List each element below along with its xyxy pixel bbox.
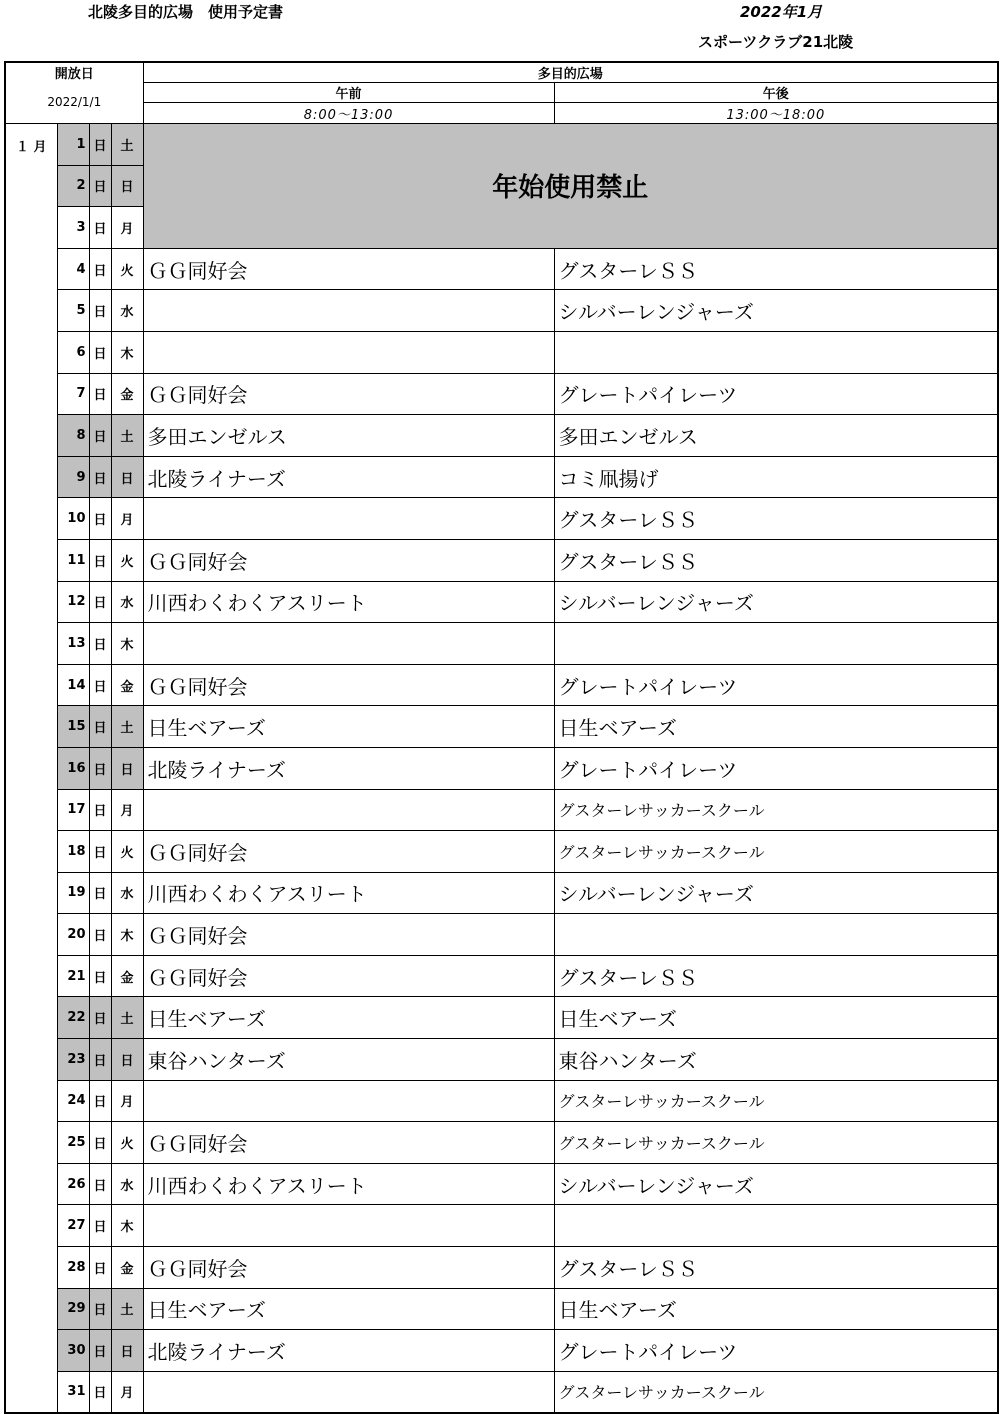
- open-day-header: [5, 62, 143, 124]
- day-suffix: 日: [89, 331, 111, 373]
- schedule-row: [5, 456, 998, 498]
- am-booking: 川西わくわくアスリート: [143, 581, 554, 623]
- day-number: 12: [57, 581, 89, 623]
- weekday: 土: [111, 1288, 143, 1330]
- day-number: 22: [57, 997, 89, 1039]
- am-booking: 北陵ライナーズ: [143, 456, 554, 498]
- open-day-date: 2022/1/1: [47, 95, 102, 109]
- weekday: 月: [111, 789, 143, 831]
- day-number: 10: [57, 498, 89, 540]
- weekday: 金: [111, 664, 143, 706]
- weekday: 日: [111, 1330, 143, 1372]
- pm-booking: 日生ベアーズ: [554, 997, 998, 1039]
- am-booking: 東谷ハンターズ: [143, 1039, 554, 1081]
- day-number: 14: [57, 664, 89, 706]
- pm-booking: グスターレＳＳ: [554, 1247, 998, 1289]
- day-suffix: 日: [89, 1039, 111, 1081]
- pm-booking: シルバーレンジャーズ: [554, 581, 998, 623]
- schedule-row: [5, 1039, 998, 1081]
- day-number: 11: [57, 539, 89, 581]
- day-number: 3: [57, 207, 89, 249]
- pm-booking: コミ凧揚げ: [554, 456, 998, 498]
- day-suffix: 日: [89, 456, 111, 498]
- schedule-row: [5, 664, 998, 706]
- weekday: 火: [111, 1122, 143, 1164]
- document-date: 2022年1月: [740, 3, 823, 21]
- day-number: 8: [57, 415, 89, 457]
- weekday: 日: [111, 1039, 143, 1081]
- schedule-row: [5, 124, 998, 166]
- day-suffix: 日: [89, 373, 111, 415]
- day-suffix: 日: [89, 706, 111, 748]
- pm-time: 13:00～18:00: [554, 103, 998, 124]
- day-number: 21: [57, 955, 89, 997]
- schedule-row: [5, 331, 998, 373]
- schedule-row: [5, 415, 998, 457]
- schedule-row: [5, 373, 998, 415]
- schedule-row: [5, 831, 998, 873]
- open-day-label: 開放日: [54, 67, 94, 82]
- schedule-row: [5, 1122, 998, 1164]
- weekday: 月: [111, 207, 143, 249]
- day-number: 30: [57, 1330, 89, 1372]
- pm-booking: 日生ベアーズ: [554, 706, 998, 748]
- day-suffix: 日: [89, 955, 111, 997]
- pm-booking: 東谷ハンターズ: [554, 1039, 998, 1081]
- am-booking: 日生ベアーズ: [143, 1288, 554, 1330]
- day-suffix: 日: [89, 664, 111, 706]
- weekday: 金: [111, 955, 143, 997]
- day-number: 15: [57, 706, 89, 748]
- weekday: 土: [111, 415, 143, 457]
- schedule-row: [5, 706, 998, 748]
- weekday: 月: [111, 1080, 143, 1122]
- am-booking: ＧＧ同好会: [143, 1247, 554, 1289]
- day-suffix: 日: [89, 872, 111, 914]
- document-title: 北陵多目的広場 使用予定書: [88, 3, 284, 21]
- pm-booking: グスターレＳＳ: [554, 248, 998, 290]
- weekday: 火: [111, 248, 143, 290]
- weekday: 日: [111, 456, 143, 498]
- schedule-row: [5, 623, 998, 665]
- pm-booking: グスターレサッカースクール: [554, 1122, 998, 1164]
- schedule-row: [5, 581, 998, 623]
- day-suffix: 日: [89, 789, 111, 831]
- am-booking: [143, 1080, 554, 1122]
- pm-booking: グスターレＳＳ: [554, 955, 998, 997]
- day-number: 23: [57, 1039, 89, 1081]
- am-booking: [143, 623, 554, 665]
- day-number: 4: [57, 248, 89, 290]
- am-booking: ＧＧ同好会: [143, 248, 554, 290]
- day-number: 9: [57, 456, 89, 498]
- am-booking: 多田エンゼルス: [143, 415, 554, 457]
- pm-booking: グスターレＳＳ: [554, 498, 998, 540]
- day-suffix: 日: [89, 207, 111, 249]
- schedule-row: [5, 498, 998, 540]
- schedule-row: [5, 539, 998, 581]
- schedule-row: [5, 789, 998, 831]
- am-booking: ＧＧ同好会: [143, 831, 554, 873]
- pm-booking: シルバーレンジャーズ: [554, 290, 998, 332]
- am-booking: ＧＧ同好会: [143, 539, 554, 581]
- day-suffix: 日: [89, 539, 111, 581]
- pm-booking: グレートパイレーツ: [554, 664, 998, 706]
- day-suffix: 日: [89, 831, 111, 873]
- pm-booking: [554, 1205, 998, 1247]
- schedule-row: [5, 1080, 998, 1122]
- am-booking: [143, 498, 554, 540]
- weekday: 日: [111, 165, 143, 207]
- day-number: 31: [57, 1371, 89, 1413]
- day-suffix: 日: [89, 1122, 111, 1164]
- am-booking: 日生ベアーズ: [143, 997, 554, 1039]
- day-suffix: 日: [89, 581, 111, 623]
- pm-booking: グスターレサッカースクール: [554, 1080, 998, 1122]
- am-booking: [143, 331, 554, 373]
- day-number: 26: [57, 1163, 89, 1205]
- day-number: 29: [57, 1288, 89, 1330]
- day-number: 6: [57, 331, 89, 373]
- weekday: 火: [111, 831, 143, 873]
- day-number: 16: [57, 747, 89, 789]
- am-booking: 日生ベアーズ: [143, 706, 554, 748]
- day-suffix: 日: [89, 1371, 111, 1413]
- weekday: 木: [111, 1205, 143, 1247]
- day-suffix: 日: [89, 1080, 111, 1122]
- pm-booking: グスターレサッカースクール: [554, 831, 998, 873]
- closed-notice: 年始使用禁止: [143, 124, 998, 249]
- day-number: 18: [57, 831, 89, 873]
- am-booking: 北陵ライナーズ: [143, 1330, 554, 1372]
- am-booking: [143, 290, 554, 332]
- pm-booking: グスターレサッカースクール: [554, 789, 998, 831]
- schedule-row: [5, 914, 998, 956]
- day-number: 17: [57, 789, 89, 831]
- weekday: 木: [111, 914, 143, 956]
- day-number: 27: [57, 1205, 89, 1247]
- day-suffix: 日: [89, 997, 111, 1039]
- am-booking: ＧＧ同好会: [143, 1122, 554, 1164]
- weekday: 水: [111, 290, 143, 332]
- am-booking: ＧＧ同好会: [143, 664, 554, 706]
- day-number: 13: [57, 623, 89, 665]
- weekday: 水: [111, 1163, 143, 1205]
- schedule-row: [5, 290, 998, 332]
- day-number: 1: [57, 124, 89, 166]
- schedule-row: [5, 1288, 998, 1330]
- day-suffix: 日: [89, 124, 111, 166]
- pm-booking: 多田エンゼルス: [554, 415, 998, 457]
- weekday: 木: [111, 331, 143, 373]
- day-number: 7: [57, 373, 89, 415]
- month-label: １ 月: [5, 124, 57, 1413]
- organization-name: スポーツクラブ21北陵: [698, 33, 854, 51]
- day-suffix: 日: [89, 914, 111, 956]
- day-suffix: 日: [89, 1330, 111, 1372]
- pm-booking: [554, 331, 998, 373]
- weekday: 金: [111, 1247, 143, 1289]
- pm-booking: シルバーレンジャーズ: [554, 872, 998, 914]
- pm-booking: [554, 623, 998, 665]
- pm-booking: グスターレサッカースクール: [554, 1371, 998, 1413]
- weekday: 火: [111, 539, 143, 581]
- day-number: 24: [57, 1080, 89, 1122]
- am-booking: [143, 1205, 554, 1247]
- weekday: 水: [111, 581, 143, 623]
- am-booking: ＧＧ同好会: [143, 955, 554, 997]
- pm-booking: グスターレＳＳ: [554, 539, 998, 581]
- day-number: 2: [57, 165, 89, 207]
- weekday: 土: [111, 124, 143, 166]
- schedule-row: [5, 872, 998, 914]
- schedule-row: [5, 248, 998, 290]
- weekday: 月: [111, 498, 143, 540]
- am-booking: ＧＧ同好会: [143, 914, 554, 956]
- day-number: 20: [57, 914, 89, 956]
- schedule-row: [5, 1330, 998, 1372]
- am-time: 8:00～13:00: [143, 103, 554, 124]
- day-suffix: 日: [89, 165, 111, 207]
- day-number: 28: [57, 1247, 89, 1289]
- pm-booking: 日生ベアーズ: [554, 1288, 998, 1330]
- schedule-row: [5, 1371, 998, 1413]
- day-suffix: 日: [89, 290, 111, 332]
- weekday: 土: [111, 997, 143, 1039]
- weekday: 月: [111, 1371, 143, 1413]
- am-booking: ＧＧ同好会: [143, 373, 554, 415]
- day-number: 25: [57, 1122, 89, 1164]
- weekday: 木: [111, 623, 143, 665]
- am-booking: [143, 789, 554, 831]
- am-booking: 川西わくわくアスリート: [143, 872, 554, 914]
- schedule-row: [5, 955, 998, 997]
- am-booking: [143, 1371, 554, 1413]
- schedule-row: [5, 1247, 998, 1289]
- day-suffix: 日: [89, 1163, 111, 1205]
- pm-header: 午後: [554, 83, 998, 103]
- am-booking: 北陵ライナーズ: [143, 747, 554, 789]
- day-suffix: 日: [89, 1288, 111, 1330]
- schedule-row: [5, 1205, 998, 1247]
- schedule-row: [5, 997, 998, 1039]
- am-header: 午前: [143, 83, 554, 103]
- schedule-row: [5, 1163, 998, 1205]
- pm-booking: シルバーレンジャーズ: [554, 1163, 998, 1205]
- day-suffix: 日: [89, 1247, 111, 1289]
- weekday: 日: [111, 747, 143, 789]
- pm-booking: グレートパイレーツ: [554, 1330, 998, 1372]
- day-suffix: 日: [89, 1205, 111, 1247]
- day-suffix: 日: [89, 747, 111, 789]
- day-suffix: 日: [89, 248, 111, 290]
- pm-booking: [554, 914, 998, 956]
- schedule-row: [5, 747, 998, 789]
- weekday: 金: [111, 373, 143, 415]
- pm-booking: グレートパイレーツ: [554, 373, 998, 415]
- day-number: 5: [57, 290, 89, 332]
- day-number: 19: [57, 872, 89, 914]
- am-booking: 川西わくわくアスリート: [143, 1163, 554, 1205]
- day-suffix: 日: [89, 623, 111, 665]
- area-header: 多目的広場: [143, 62, 998, 83]
- day-suffix: 日: [89, 498, 111, 540]
- weekday: 土: [111, 706, 143, 748]
- pm-booking: グレートパイレーツ: [554, 747, 998, 789]
- schedule-table: [4, 61, 999, 1414]
- weekday: 水: [111, 872, 143, 914]
- day-suffix: 日: [89, 415, 111, 457]
